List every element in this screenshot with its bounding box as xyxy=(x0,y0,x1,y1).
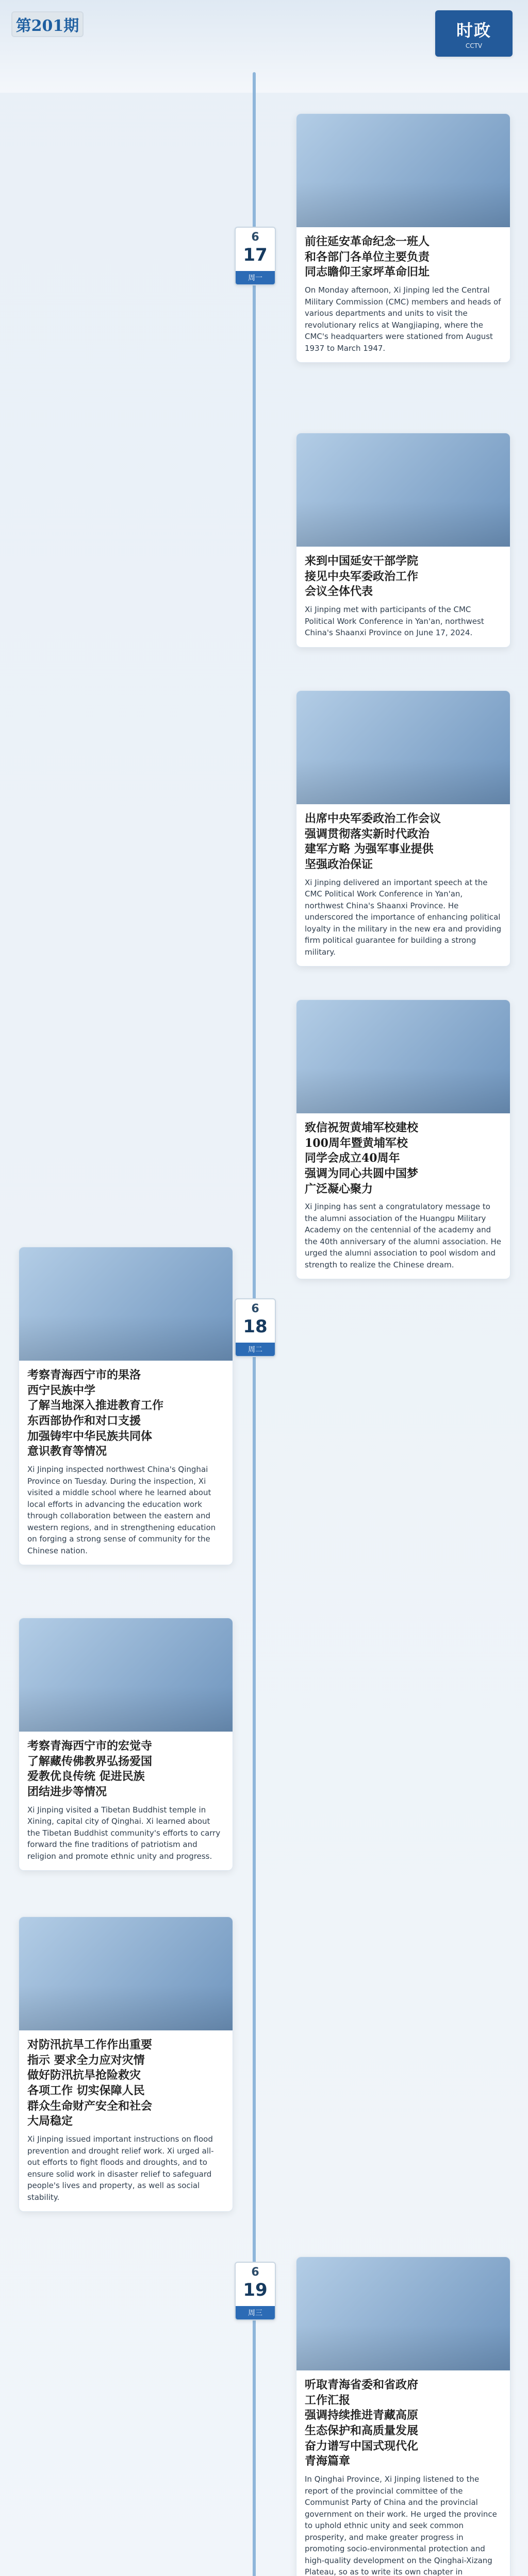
event-card-5[interactable] xyxy=(19,1618,233,1871)
date-month: 6 xyxy=(251,1302,259,1315)
event-photo xyxy=(19,1917,233,2030)
event-text-en: Xi Jinping has sent a congratulatory message to the alumni association of the Huangpu Military Academy on the centennial of the academy and the 40th anniversary of the alumni association. He urged the alumni association to pool wisdom and strength to realize the Chinese dream. xyxy=(305,1202,502,1269)
event-text-en: Xi Jinping inspected northwest China's Qinghai Province on Tuesday. During the inspection, Xi visited a middle school where he learned about local efforts in advancing the education work through collaboration between the eastern and western regions, and in strengthening education on forging a strong sense of community for the Chinese nation. xyxy=(27,1465,216,1555)
event-card-1[interactable] xyxy=(296,433,510,648)
date-month: 6 xyxy=(251,2266,259,2279)
event-text-en: Xi Jinping met with participants of the CMC Political Work Conference in Yan'an, northwest China's Shaanxi Province on June 17, 2024. xyxy=(305,605,484,638)
date-weekday: 周二 xyxy=(236,1343,275,1356)
event-title-cn: 考察青海西宁市的果洛 西宁民族中学 了解当地深入推进教育工作 东西部协作和对口支援 加强铸牢中华民族共同体 意识教育等情况 xyxy=(27,1368,164,1459)
event-text-en: Xi Jinping issued important instructions on flood prevention and drought relief work. Xi urged all-out efforts to fight floods and droughts, and to ensure solid work in disaster relief to safeguard people's lives and property, as well as social stability. xyxy=(27,2134,214,2202)
event-card-7[interactable] xyxy=(296,2257,510,2576)
event-photo xyxy=(19,1247,233,1361)
event-text-en: On Monday afternoon, Xi Jinping led the Central Military Commission (CMC) members and heads of various departments and units to visit the revolutionary relics at Wangjiaping, where the CMC's headquarters were stationed from August 1937 to March 1947. xyxy=(305,285,501,353)
date-weekday: 周三 xyxy=(236,2306,275,2319)
event-title-cn: 对防汛抗旱工作作出重要 指示 要求全力应对灾情 做好防汛抗旱抢险救灾 各项工作 切实保障人民 群众生命财产安全和社会 大局稳定 xyxy=(27,2038,153,2128)
date-badge-0617 xyxy=(235,227,276,285)
logo-sub: CCTV xyxy=(465,42,483,49)
date-weekday: 周一 xyxy=(236,271,275,284)
event-card-4[interactable] xyxy=(19,1247,233,1565)
date-day: 18 xyxy=(243,1316,268,1337)
event-title-cn: 致信祝贺黄埔军校建校 100周年暨黄埔军校 同学会成立40周年 强调为同心共圆中国梦 广泛凝心聚力 xyxy=(305,1121,419,1196)
event-card-6[interactable] xyxy=(19,1917,233,2212)
logo-cn: 时政 xyxy=(456,21,491,40)
event-text-en: Xi Jinping delivered an important speech at the CMC Political Work Conference in Yan'an, northwest China's Shaanxi Province. He underscored the importance of enhancing political loyalty in the military in the new era and providing firm political guarantee for building a strong military. xyxy=(305,877,502,957)
event-title-cn: 考察青海西宁市的宏觉寺 了解藏传佛教界弘扬爱国 爱教优良传统 促进民族 团结进步等情况 xyxy=(27,1739,153,1799)
header xyxy=(0,0,528,93)
date-badge-0618 xyxy=(235,1298,276,1357)
event-photo xyxy=(296,2257,510,2370)
week-label: 第201期 xyxy=(11,11,84,37)
date-badge-0619 xyxy=(235,2262,276,2320)
event-card-2[interactable] xyxy=(296,690,510,967)
event-photo xyxy=(296,433,510,547)
event-title-cn: 出席中央军委政治工作会议 强调贯彻落实新时代政治 建军方略 为强军事业提供 坚强政治保证 xyxy=(305,812,441,872)
event-title-cn: 听取青海省委和省政府 工作汇报 强调持续推进青藏高原 生态保护和高质量发展 奋力谱写中国式现代化 青海篇章 xyxy=(305,2378,419,2468)
date-day: 19 xyxy=(243,2280,268,2300)
event-photo xyxy=(296,691,510,804)
event-title-cn: 前往延安革命纪念一班人 和各部门各单位主要负责 同志瞻仰王家坪革命旧址 xyxy=(305,235,430,279)
event-photo xyxy=(296,1000,510,1113)
event-title-cn: 来到中国延安干部学院 接见中央军委政治工作 会议全体代表 xyxy=(305,554,419,599)
event-photo xyxy=(296,114,510,227)
date-day: 17 xyxy=(243,245,268,265)
event-text-en: In Qinghai Province, Xi Jinping listened to the report of the provincial committee of the Communist Party of China and the provincial government on their work. He urged the province to uphold ethnic unity and seek common prosperity, and make greater progress in promoting socio-environmental protection and high-quality development on the Qinghai-Xizang Plateau, so as to write its own chapter in xyxy=(305,2475,497,2576)
event-text-en: Xi Jinping visited a Tibetan Buddhist temple in Xining, capital city of Qinghai. Xi learned about the Tibetan Buddhist community's efforts to carry forward the fine traditions of patriotism and religion and promote ethnic unity and progress. xyxy=(27,1805,221,1861)
logo xyxy=(435,10,513,57)
event-card-0[interactable] xyxy=(296,113,510,363)
event-photo xyxy=(19,1618,233,1732)
date-month: 6 xyxy=(251,231,259,244)
event-card-3[interactable] xyxy=(296,999,510,1279)
